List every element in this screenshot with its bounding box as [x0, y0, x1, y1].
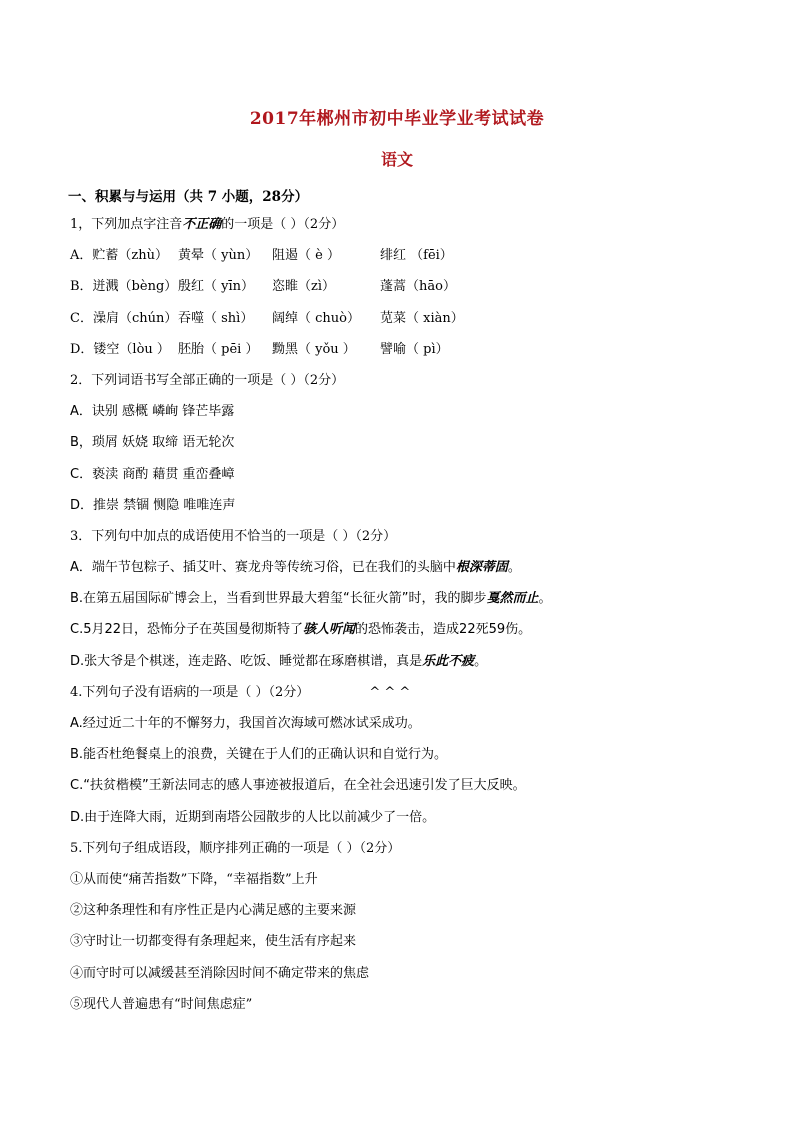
q2-option-d: D．推崇 禁锢 恻隐 唯唯连声 [70, 497, 236, 513]
q4-stem: 4.下列句子没有语病的一项是（ ）（2分） ^ ^ ^ [70, 684, 411, 700]
q1-option-c: C．澡肩（chún）吞噬（ shì） 阔绰（ chuò） 苋菜（ xiàn） [70, 310, 464, 326]
q5-stem: 5.下列句子组成语段，顺序排列正确的一项是（ ）（2分） [70, 840, 401, 856]
q3-stem: 3．下列句中加点的成语使用不恰当的一项是（ ）（2分） [70, 528, 397, 544]
exam-title: 2017年郴州市初中毕业学业考试试卷 [249, 109, 545, 129]
q2-option-c: C．亵渎 商酌 藉贯 重峦叠嶂 [70, 466, 235, 482]
q5-item-2: ②这种条理性和有序性正是内心满足感的主要来源 [70, 903, 357, 919]
q1-option-a: A．贮蓄（zhù） 黄晕（ yùn） 阻遏（ è ） 绯红 （fēi） [70, 248, 453, 264]
q5-item-1: ①从而使“痛苦指数”下降，“幸福指数”上升 [70, 871, 318, 887]
question-list [70, 214, 750, 1025]
section-heading: 一、积累与与运用（共 7 小题，28分） [68, 189, 309, 205]
q1-option-d: D．镂空（lòu ） 胚胎（ pēi ） 黝黑（ yǒu ） 譬喻（ pì） [70, 341, 449, 357]
q2-option-b: B，琐屑 妖娆 取缔 语无轮次 [70, 435, 235, 451]
q4-option-a: A.经过近二十年的不懈努力，我国首次海域可燃冰试采成功。 [70, 716, 421, 731]
q3-option-a: A．端午节包粽子、插艾叶、赛龙舟等传统习俗，已在我们的头脑中根深蒂固。 [70, 560, 521, 576]
q1-stem: 1，下列加点字注音不正确的一项是（ ）（2分） [70, 217, 345, 232]
emphasis-marks: ^ ^ ^ [369, 684, 411, 700]
q5-item-4: ④而守时可以减缓甚至消除因时间不确定带来的焦虑 [70, 965, 370, 981]
q5-item-3: ③守时让一切都变得有条理起来，使生活有序起来 [70, 934, 357, 950]
q4-option-c: C.“扶贫楷模”王新法同志的感人事迹被报道后，在全社会迅速引发了巨大反映。 [70, 778, 526, 794]
q4-option-b: B.能否杜绝餐桌上的浪费，关键在于人们的正确认识和自觉行为。 [70, 747, 448, 763]
q2-stem: 2．下列词语书写全部正确的一项是（ ）（2分） [70, 372, 345, 388]
q3-option-d: D.张大爷是个棋迷，连走路、吃饭、睡觉都在琢磨棋谱，真是乐此不疲。 [70, 653, 488, 669]
q2-option-a: A．诀别 感概 嶙峋 锋芒毕露 [70, 404, 235, 420]
q5-item-5: ⑤现代人普遍患有“时间焦虑症” [70, 996, 253, 1012]
q4-option-d: D.由于连降大雨，近期到南塔公园散步的人比以前减少了一倍。 [70, 809, 436, 825]
q3-option-c: C.5月22日，恐怖分子在英国曼彻斯特了骇人听闻的恐怖袭击，造成22死59伤。 [70, 622, 532, 638]
subject-title: 语文 [380, 150, 413, 169]
q3-option-b: B.在第五届国际矿博会上，当看到世界最大碧玺“长征火箭”时，我的脚步戛然而止。 [70, 591, 552, 607]
q1-option-b: B．迸溅（bèng）殷红（ yīn） 恣睢（zì） 蓬蒿（hāo） [70, 279, 456, 295]
